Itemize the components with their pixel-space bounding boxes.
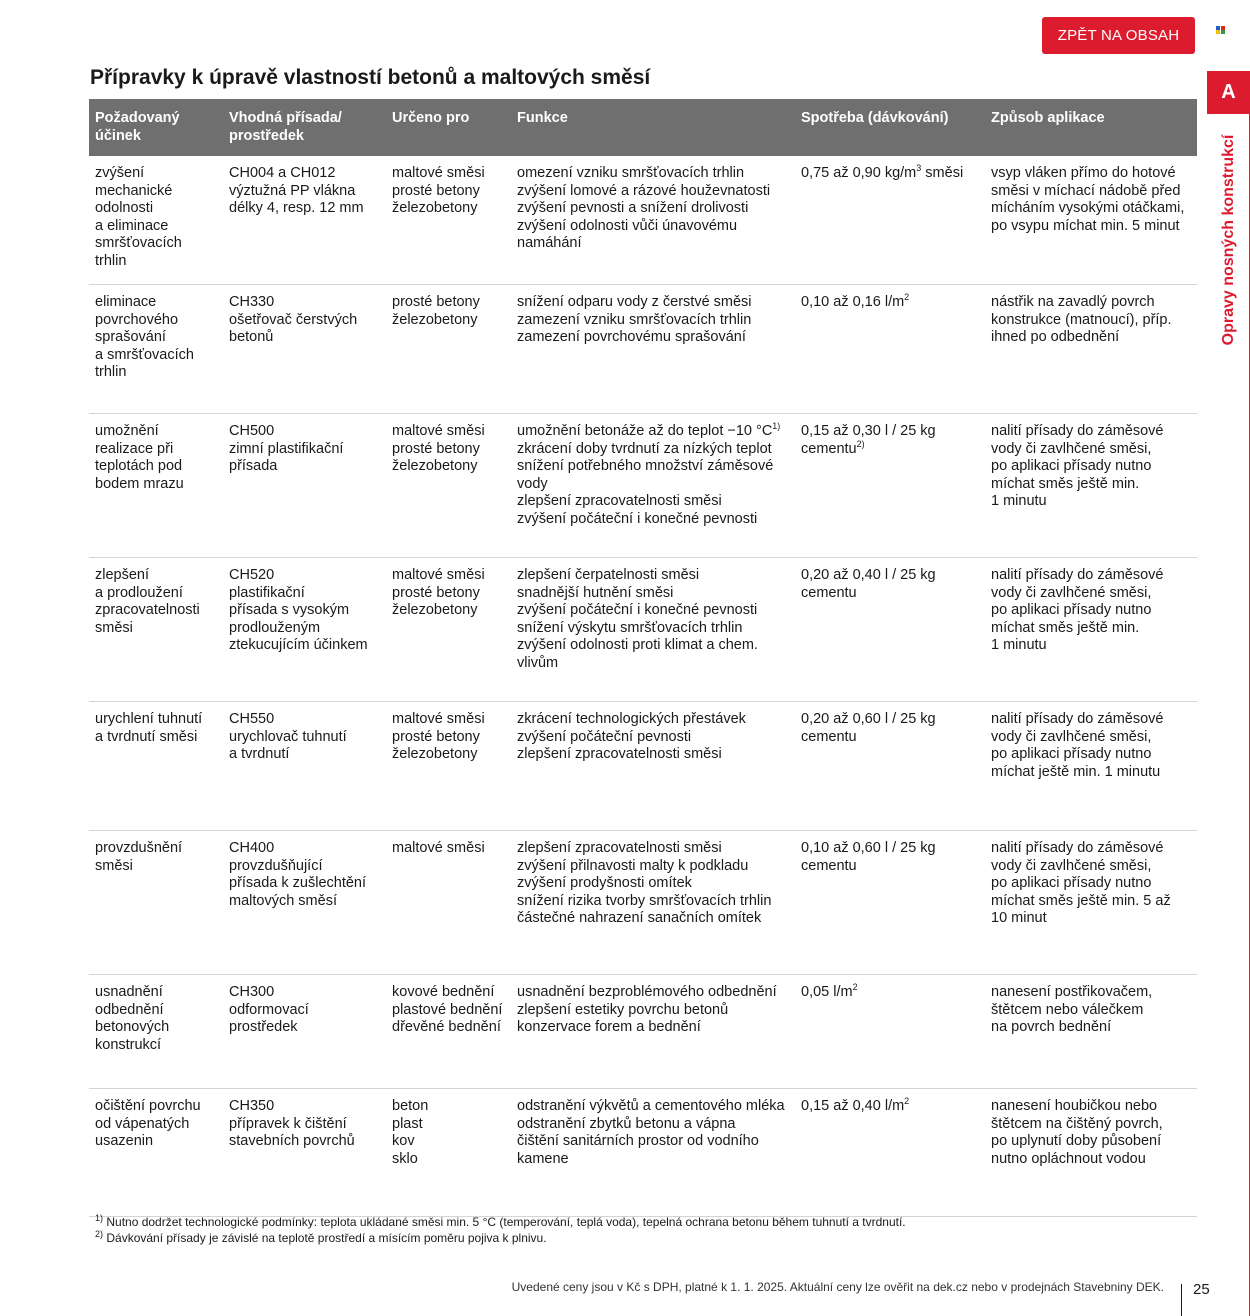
cell-application: nalití přísady do záměsové vody či zavlhčené směsi, po aplikaci přísady nutno míchat ještě min. 1 minutu xyxy=(991,711,1164,780)
table-header xyxy=(89,99,1197,156)
table-row xyxy=(89,285,1197,414)
page-title: Přípravky k úpravě vlastností betonů a maltových směsí xyxy=(90,66,651,89)
cell-function: zlepšení zpracovatelnosti směsi zvýšení přilnavosti malty k podkladu zvýšení prodyšnosti omítek snížení rizika tvorby smršťovacích trhlin částečné nahrazení sanačních omítek xyxy=(517,840,772,927)
cell-application: nanesení houbičkou nebo štětcem na čištěný povrch, po uplynutí doby působení nutno opláchnout vodou xyxy=(991,1098,1163,1167)
table-row xyxy=(89,414,1197,558)
cell-dosage: 0,10 až 0,16 $l/m^2$ xyxy=(801,292,910,310)
cell-dosage: 0,20 až 0,60 l / 25 kg cementu xyxy=(801,711,936,745)
cell-usage: maltové směsi xyxy=(392,840,485,856)
cell-usage: beton plast kov sklo xyxy=(392,1098,429,1167)
table-row xyxy=(89,975,1197,1089)
price-disclaimer: Uvedené ceny jsou v Kč s DPH, platné k 1. 1. 2025. Aktuální ceny lze ověřit na dek.cz nebo v prodejnách Stavebniny DEK. xyxy=(511,1280,1164,1294)
header-usage: Určeno pro xyxy=(392,110,470,126)
table-row xyxy=(89,156,1197,285)
cell-function: zkrácení technologických přestávek zvýšení počáteční pevnosti zlepšení zpracovatelnosti směsi xyxy=(517,711,746,763)
cell-usage: maltové směsi prosté betony železobetony xyxy=(392,165,485,217)
footnote: $^{2)}$ Dávkování přísady je závislé na teplotě prostředí a mísícím poměru pojiva k plnivu. xyxy=(95,1228,547,1245)
cell-dosage: 0,15 až 0,40 $l/m^2$ xyxy=(801,1096,910,1114)
footer-divider xyxy=(1181,1284,1182,1316)
cell-function: snížení odparu vody z čerstvé směsi zamezení vzniku smršťovacích trhlin zamezení povrchovému sprašování xyxy=(517,294,752,346)
header-product: Vhodná přísada/ prostředek xyxy=(229,110,342,144)
cell-application: nalití přísady do záměsové vody či zavlhčené směsi, po aplikaci přísady nutno míchat směs ještě min. 1 minutu xyxy=(991,423,1164,510)
header-function: Funkce xyxy=(517,110,568,126)
cell-usage: maltové směsi prosté betony železobetony xyxy=(392,567,485,619)
footnotes xyxy=(95,1215,906,1246)
cell-product: CH300 odformovací prostředek xyxy=(229,984,309,1036)
cell-product: CH520 plastifikační přísada s vysokým prodlouženým ztekucujícím účinkem xyxy=(229,567,368,654)
footnote: $^{1)}$ Nutno dodržet technologické podmínky: teplota ukládané směsi min. 5 °C (temperování, teplá voda), tepelná ochrana betonu během tuhnutí a tvrdnutí. xyxy=(95,1213,906,1229)
table-row xyxy=(89,831,1197,975)
cell-function: odstranění výkvětů a cementového mléka odstranění zbytků betonu a vápna čištění sanitárních prostor od vodního kamene xyxy=(517,1098,785,1167)
cell-dosage: 0,10 až 0,60 l / 25 kg cementu xyxy=(801,840,936,874)
section-label: Opravy nosných konstrukcí xyxy=(1220,134,1237,346)
cell-effect: urychlení tuhnutí a tvrdnutí směsi xyxy=(95,711,203,745)
cell-product: CH004 a CH012 výztužná PP vlákna délky 4, resp. 12 mm xyxy=(229,165,364,217)
header-dosage: Spotřeba (dávkování) xyxy=(801,110,949,126)
cell-effect: očištění povrchu od vápenatých usazenin xyxy=(95,1098,201,1150)
cell-effect: provzdušnění směsi xyxy=(95,840,183,874)
cell-application: nalití přísady do záměsové vody či zavlhčené směsi, po aplikaci přísady nutno míchat směs ještě min. 1 minutu xyxy=(991,567,1164,654)
cell-effect: eliminace povrchového sprašování a smršťovacích trhlin xyxy=(95,294,194,381)
cell-effect: zvýšení mechanické odolnosti a eliminace smršťovacích trhlin xyxy=(95,165,182,269)
cell-usage: kovové bednění plastové bednění dřevěné bednění xyxy=(392,984,503,1036)
cell-usage: maltové směsi prosté betony železobetony xyxy=(392,423,485,475)
cell-effect: umožnění realizace při teplotách pod bodem mrazu xyxy=(95,423,184,492)
cell-application: nanesení postřikovačem, štětcem nebo válečkem na povrch bednění xyxy=(991,984,1153,1036)
cell-product: CH330 ošetřovač čerstvých betonů xyxy=(229,294,358,346)
additives-table xyxy=(89,99,1197,1217)
cell-dosage: 0,05 $l/m^2$ xyxy=(801,982,858,1000)
cell-application: nástřik na zavadlý povrch konstrukce (matnoucí), příp. ihned po odbednění xyxy=(991,294,1172,346)
table-row xyxy=(89,702,1197,831)
cell-product: CH500 zimní plastifikační přísada xyxy=(229,423,344,475)
cell-dosage: 0,15 až 0,30 l / 25 kg cementu$^{2)}$ xyxy=(801,423,936,457)
cell-function: usnadnění bezproblémového odbednění zlepšení estetiky povrchu betonů konzervace forem a bednění xyxy=(517,984,777,1036)
cell-function: zlepšení čerpatelnosti směsi snadnější hutnění směsi zvýšení počáteční i konečné pevnosti snížení výskytu smršťovacích trhlin zvýšení odolnosti proti klimat a chem. vlivům xyxy=(517,567,758,671)
cell-application: vsyp vláken přímo do hotové směsi v míchací nádobě před mícháním vysokými otáčkami, po vsypu míchat min. 5 minut xyxy=(991,165,1185,234)
cell-product: CH400 provzdušňující přísada k zušlechtění maltových směsí xyxy=(229,840,367,909)
cell-effect: usnadnění odbednění betonových konstrukcí xyxy=(95,984,170,1053)
table-row xyxy=(89,558,1197,702)
cell-product: CH350 přípravek k čištění stavebních povrchů xyxy=(229,1098,355,1150)
header-effect: Požadovaný účinek xyxy=(95,110,180,144)
cell-usage: prosté betony železobetony xyxy=(392,294,480,328)
cell-effect: zlepšení a prodloužení zpracovatelnosti směsi xyxy=(95,567,200,636)
back-to-contents-button[interactable]: ZPĚT NA OBSAH xyxy=(1042,17,1195,54)
header-application: Způsob aplikace xyxy=(991,110,1105,126)
cell-usage: maltové směsi prosté betony železobetony xyxy=(392,711,485,763)
cell-function: omezení vzniku smršťovacích trhlin zvýšení lomové a rázové houževnatosti zvýšení pevnosti a snížení drolivosti zvýšení odolnosti vůči únavovému namáhání xyxy=(517,165,771,252)
cell-product: CH550 urychlovač tuhnutí a tvrdnutí xyxy=(229,711,347,763)
cell-function: umožnění betonáže až do teplot −10 $^\circ C^{1)}$ zkrácení doby tvrdnutí za nízkých teplot snížení potřebného množství záměsové vody zlepšení zpracovatelnosti směsi zvýšení počáteční i konečné pevnosti xyxy=(517,421,781,527)
section-tab[interactable]: A xyxy=(1207,71,1250,114)
table-row xyxy=(89,1089,1197,1217)
cell-dosage: 0,20 až 0,40 l / 25 kg cementu xyxy=(801,567,936,601)
cell-dosage: 0,75 až 0,90 $kg/m^3$ směsi xyxy=(801,163,964,181)
cell-application: nalití přísady do záměsové vody či zavlhčené směsi, po aplikaci přísady nutno míchat směs ještě min. 5 až 10 minut xyxy=(991,840,1171,927)
page-number: 25 xyxy=(1193,1281,1210,1298)
brand-mark-icon xyxy=(1216,26,1226,34)
